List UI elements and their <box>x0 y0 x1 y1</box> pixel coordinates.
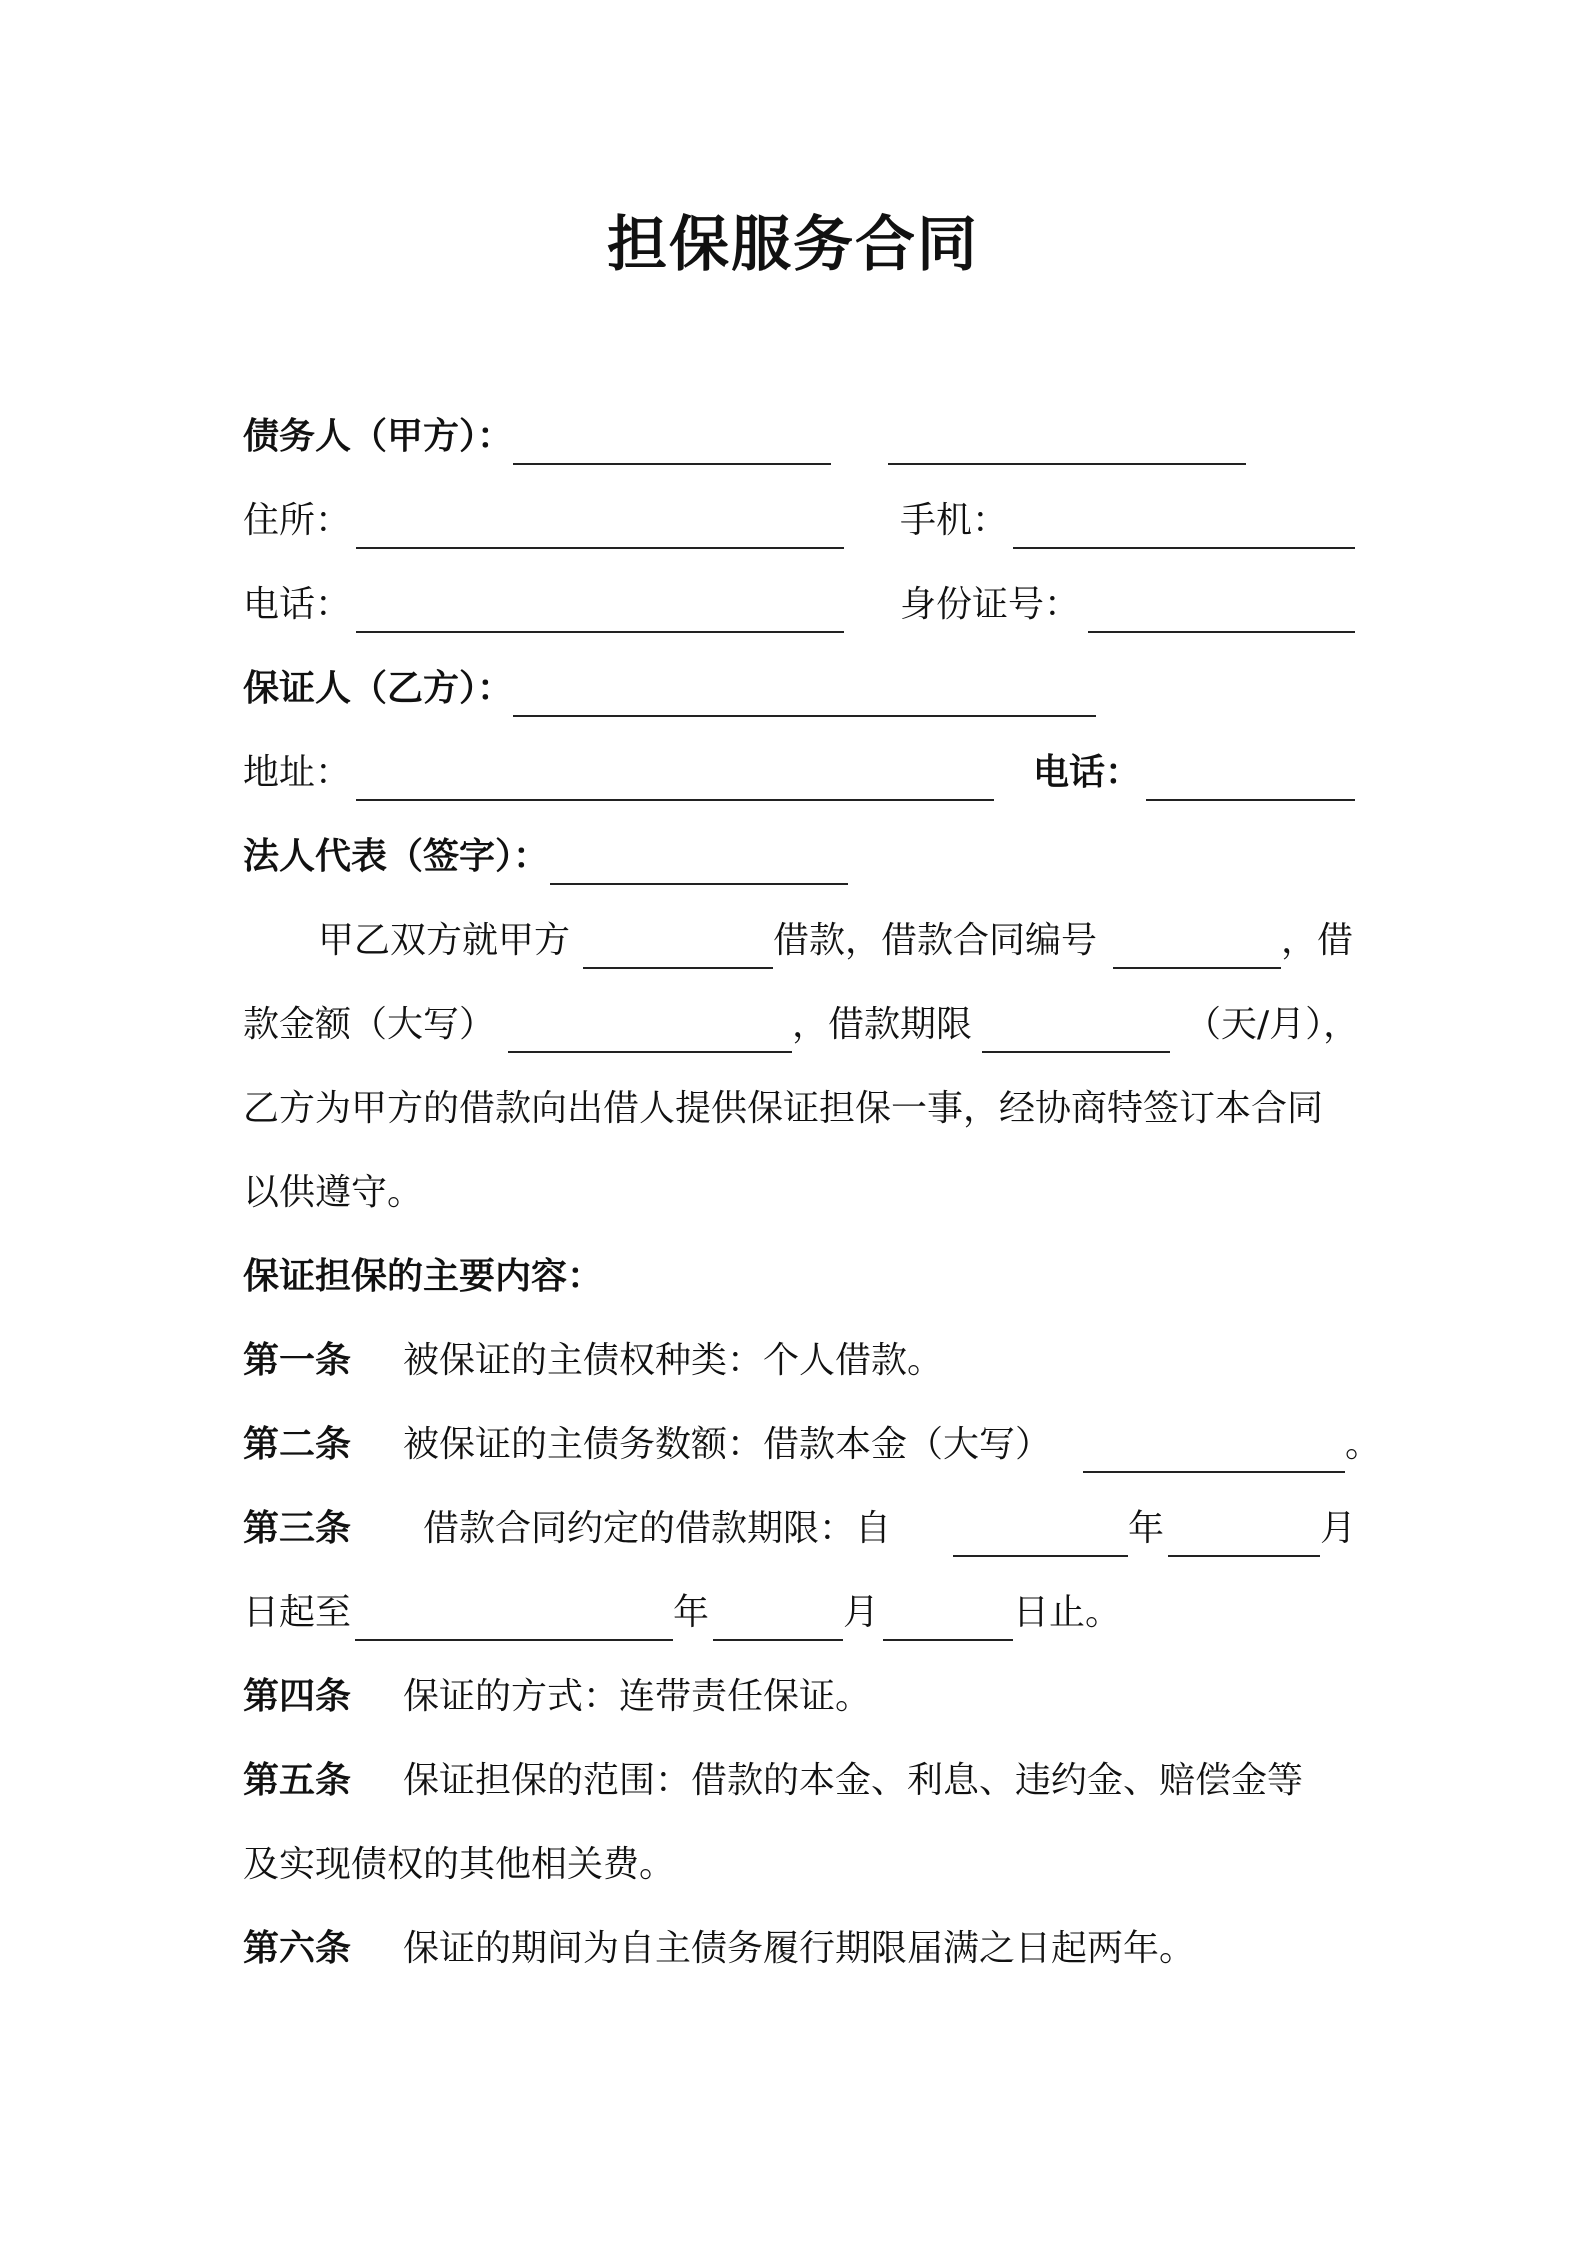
article-5-label: 第五条 <box>243 1760 352 1801</box>
article-1-text: 被保证的主债权种类：个人借款。 <box>403 1340 944 1381</box>
id-number-blank[interactable] <box>1088 631 1355 633</box>
intro-text-2: 借款，借款合同编号 <box>773 920 1098 961</box>
intro-line-3: 乙方为甲方的借款向出借人提供保证担保一事，经协商特签订本合同 <box>243 1088 1324 1129</box>
article-4-text: 保证的方式：连带责任保证。 <box>403 1676 872 1717</box>
article-1-label: 第一条 <box>243 1340 352 1381</box>
address-label: 地址： <box>243 752 352 793</box>
guarantor-phone-blank[interactable] <box>1146 799 1355 801</box>
end-month-blank[interactable] <box>713 1639 843 1641</box>
debtor-extra-blank[interactable] <box>888 463 1246 465</box>
residence-label: 住所： <box>243 500 352 541</box>
principal-amount-blank[interactable] <box>1083 1471 1345 1473</box>
loan-purpose-blank[interactable] <box>583 967 773 969</box>
article-5-continued: 及实现债权的其他相关费。 <box>243 1844 676 1885</box>
start-year-blank[interactable] <box>953 1555 1128 1557</box>
article-3-month: 月 <box>1320 1508 1357 1549</box>
end-day-blank[interactable] <box>883 1639 1013 1641</box>
article-5-text: 保证担保的范围：借款的本金、利息、违约金、赔偿金等 <box>403 1760 1304 1801</box>
start-month-blank[interactable] <box>1168 1555 1320 1557</box>
article-6-label: 第六条 <box>243 1928 352 1969</box>
phone-label: 电话： <box>243 584 352 625</box>
article-4 <box>243 1672 871 1722</box>
guarantor-phone-label: 电话： <box>1033 752 1142 793</box>
guarantor-label: 保证人（乙方）： <box>243 668 514 709</box>
article-6 <box>243 1924 1195 1974</box>
id-number-label: 身份证号： <box>900 584 1081 625</box>
article-3-text: 借款合同约定的借款期限：自 <box>423 1508 892 1549</box>
contract-number-blank[interactable] <box>1113 967 1281 969</box>
article-2-end: 。 <box>1345 1424 1382 1465</box>
phone-blank[interactable] <box>356 631 844 633</box>
loan-amount-blank[interactable] <box>508 1051 792 1053</box>
legal-rep-signature-blank[interactable] <box>550 883 848 885</box>
loan-term-blank[interactable] <box>982 1051 1170 1053</box>
intro-text-6: （天/月）， <box>1185 1004 1360 1045</box>
article-5 <box>243 1756 1303 1806</box>
debtor-name-blank[interactable] <box>513 463 831 465</box>
article-3-month-2: 月 <box>843 1592 880 1633</box>
legal-rep-label: 法人代表（签字）： <box>243 836 550 877</box>
intro-text-5: ，借款期限 <box>792 1004 973 1045</box>
mobile-label: 手机： <box>900 500 1009 541</box>
article-6-text: 保证的期间为自主债务履行期限届满之日起两年。 <box>403 1928 1196 1969</box>
intro-text-1: 甲乙双方就甲方 <box>318 920 571 961</box>
article-2-label: 第二条 <box>243 1424 352 1465</box>
article-3-end: 日止。 <box>1013 1592 1122 1633</box>
article-2-text: 被保证的主债务数额：借款本金（大写） <box>403 1424 1052 1465</box>
intro-text-4: 款金额（大写） <box>243 1004 496 1045</box>
address-blank[interactable] <box>356 799 994 801</box>
document-title: 担保服务合同 <box>607 210 979 280</box>
article-3-year: 年 <box>1128 1508 1165 1549</box>
debtor-label: 债务人（甲方）： <box>243 416 514 457</box>
article-3-day-start: 日起至 <box>243 1592 352 1633</box>
article-3 <box>243 1504 891 1554</box>
article-2 <box>243 1420 1051 1470</box>
mobile-blank[interactable] <box>1013 547 1355 549</box>
guarantor-name-blank[interactable] <box>513 715 1096 717</box>
intro-text-3: ，借 <box>1281 920 1354 961</box>
article-3-year-2: 年 <box>673 1592 710 1633</box>
end-year-blank[interactable] <box>355 1639 673 1641</box>
content-heading: 保证担保的主要内容： <box>243 1256 604 1297</box>
article-3-label: 第三条 <box>243 1508 352 1549</box>
residence-blank[interactable] <box>356 547 844 549</box>
article-4-label: 第四条 <box>243 1676 352 1717</box>
intro-line-4: 以供遵守。 <box>243 1172 424 1213</box>
article-1 <box>243 1336 943 1386</box>
